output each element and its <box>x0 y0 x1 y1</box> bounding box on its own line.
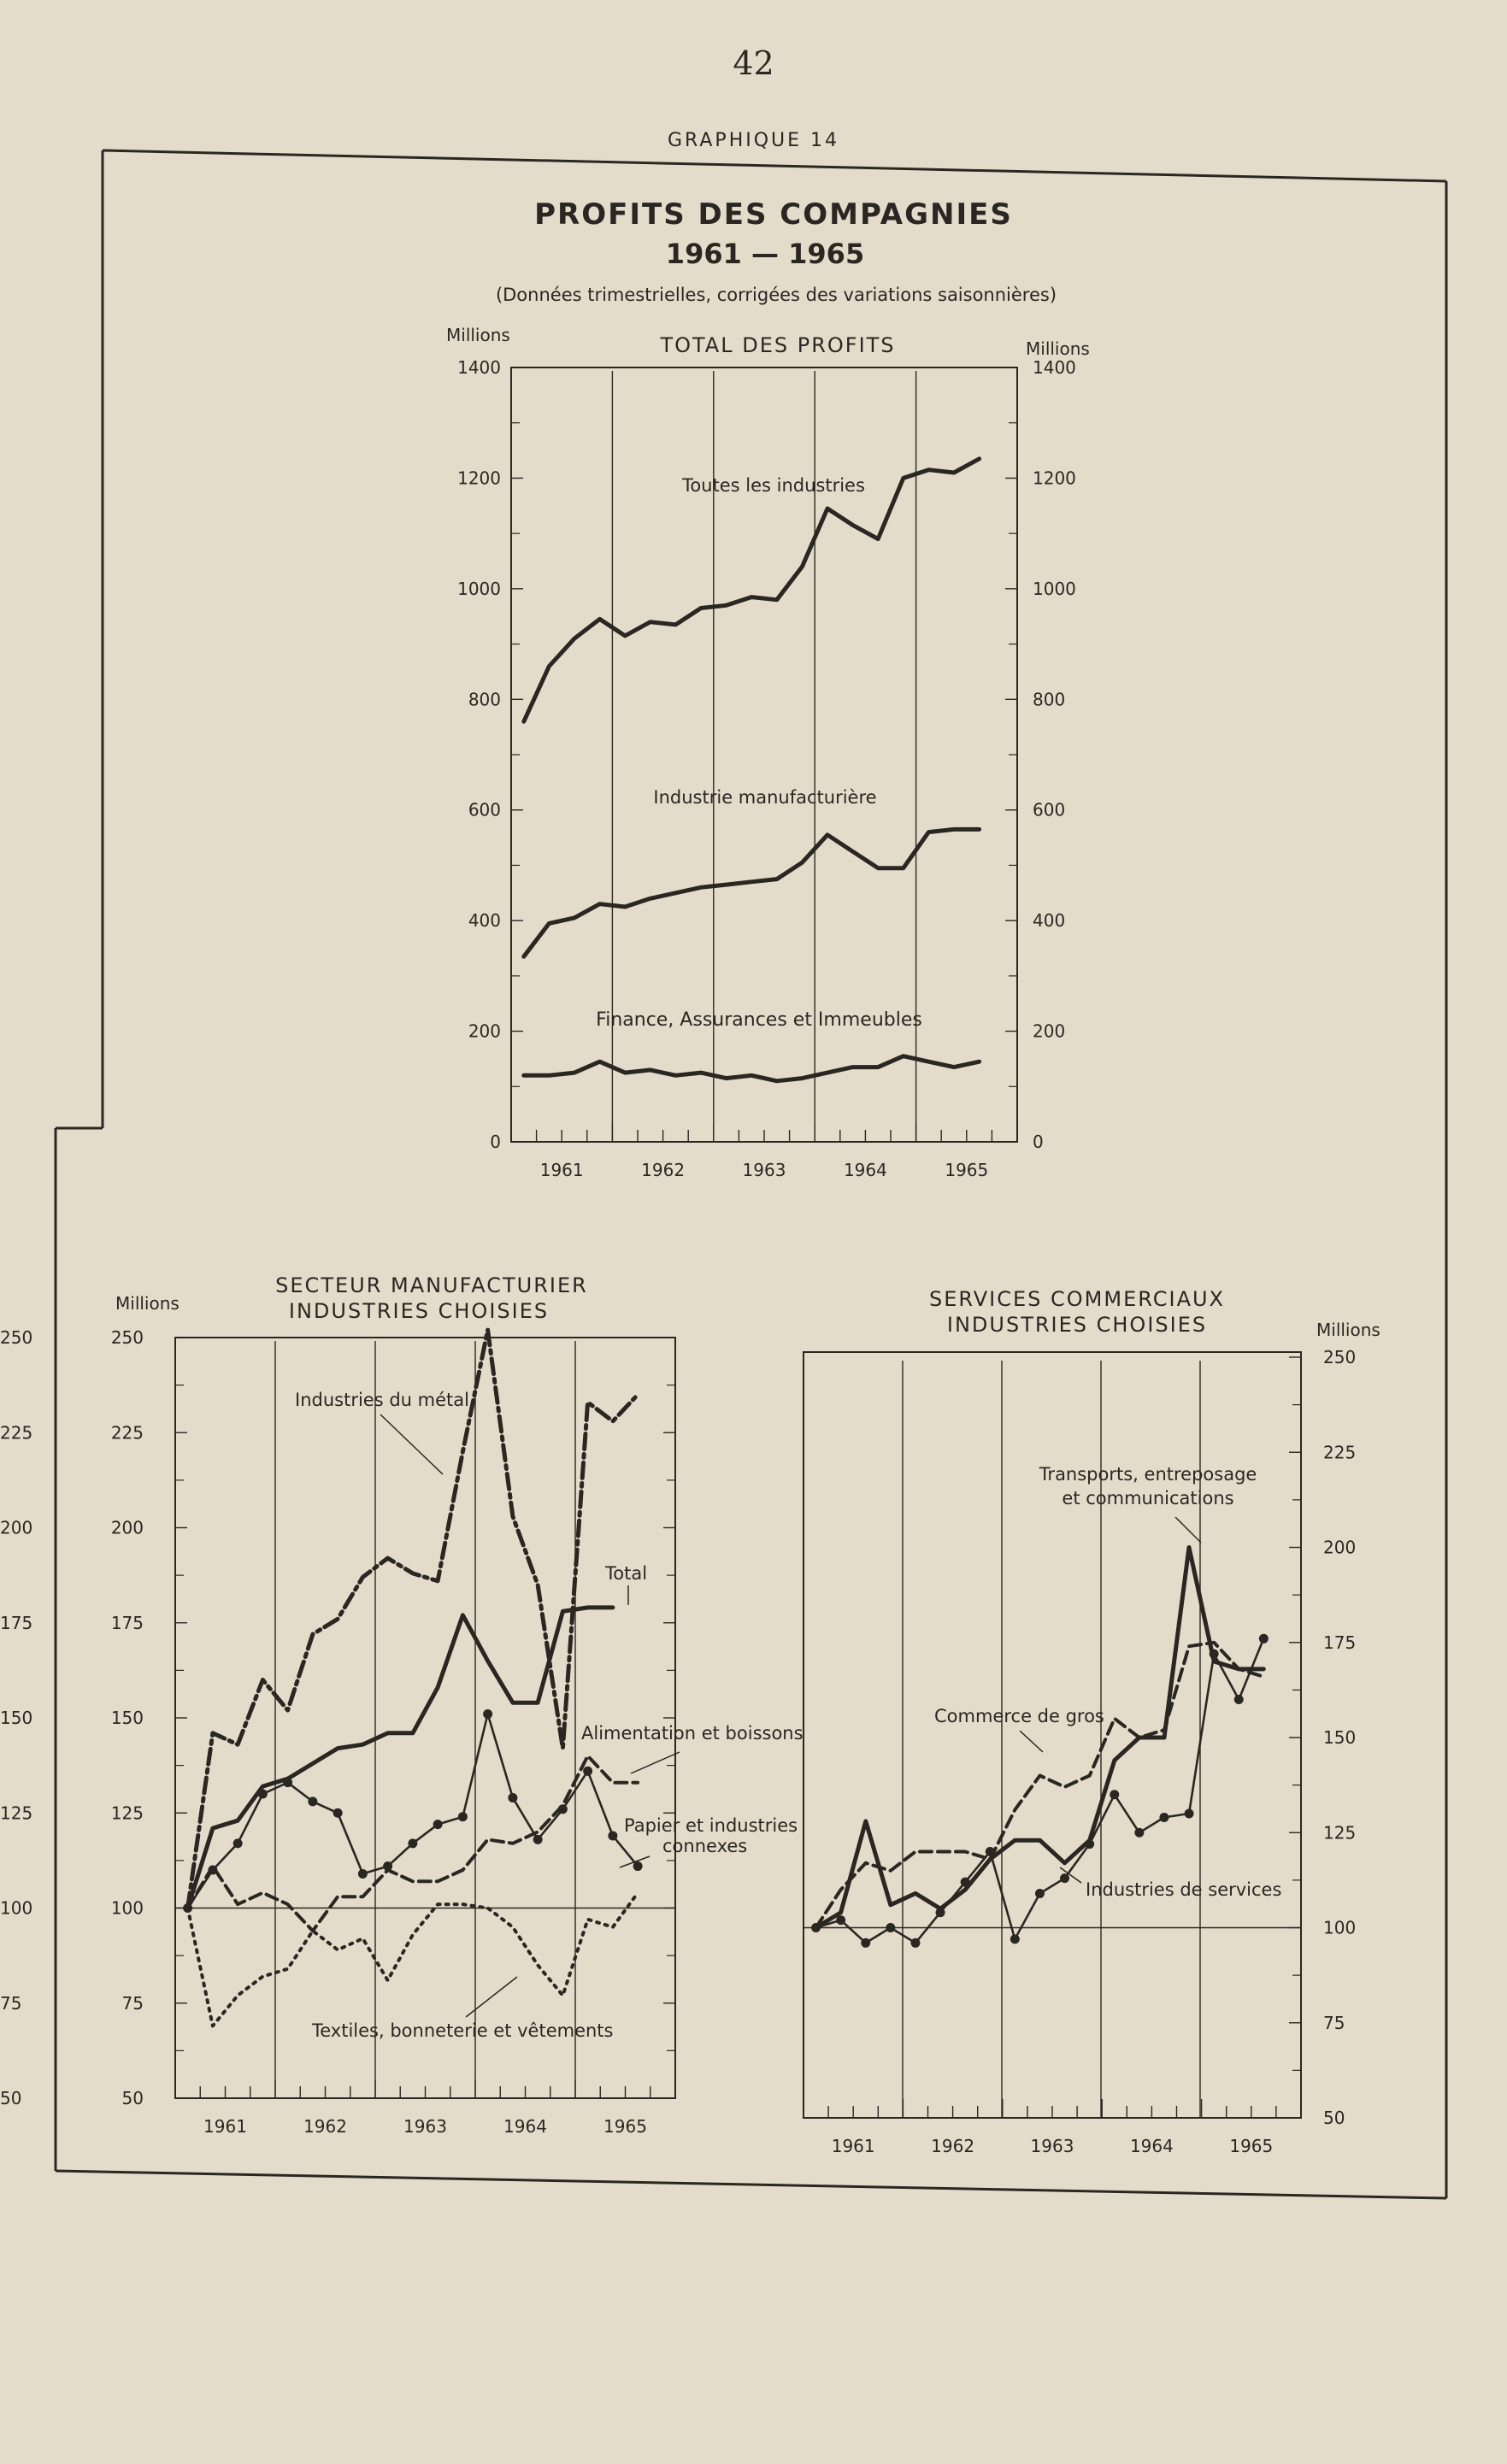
x-tick-label: 1964 <box>843 1160 887 1180</box>
x-tick-label: 1961 <box>539 1160 584 1180</box>
series-point <box>1159 1813 1169 1822</box>
svc-subtitle: INDUSTRIES CHOISIES <box>946 1313 1208 1337</box>
series-point <box>458 1812 468 1821</box>
series-line-1-4 <box>188 1893 639 2026</box>
series-line-1-0 <box>188 1330 639 1908</box>
series-point <box>633 1861 643 1871</box>
y-tick-label-right: 75 <box>1323 2012 1345 2033</box>
chart-subtitle: 1961 — 1965 <box>665 238 865 270</box>
series-point <box>1134 1828 1144 1838</box>
series-point <box>433 1820 443 1829</box>
y-tick-label-right: 225 <box>0 1422 33 1444</box>
label-transports-2: et communications <box>1062 1488 1234 1508</box>
mfg-subtitle: INDUSTRIES CHOISIES <box>288 1299 550 1323</box>
y-tick-label-left: 250 <box>110 1327 144 1348</box>
series-point <box>208 1866 217 1875</box>
y-tick-label-left: 125 <box>110 1802 144 1824</box>
series-line-0-0 <box>524 459 980 721</box>
y-tick-label-right: 1000 <box>1033 578 1076 599</box>
series-point <box>358 1869 368 1879</box>
y-tick-label-right: 175 <box>1323 1632 1357 1653</box>
label-manufacturiere: Industrie manufacturière <box>653 787 877 808</box>
series-point <box>811 1923 821 1932</box>
mfg-ylabel: Millions <box>115 1293 180 1314</box>
x-tick-label: 1963 <box>742 1160 786 1180</box>
y-tick-label-left: 50 <box>121 2088 144 2108</box>
label-textiles: Textiles, bonneterie et vêtements <box>312 2020 614 2041</box>
series-line-2-0 <box>816 1548 1264 1928</box>
series-point <box>558 1804 568 1814</box>
top-ylabel-right: Millions <box>1026 338 1090 359</box>
series-point <box>233 1838 243 1848</box>
x-tick-label: 1961 <box>831 2136 875 2156</box>
y-tick-label-right: 100 <box>1323 1917 1357 1938</box>
y-tick-label-right: 200 <box>1033 1020 1066 1042</box>
series-point <box>910 1938 920 1948</box>
y-tick-label-left: 175 <box>110 1612 144 1633</box>
label-total: Total <box>605 1563 648 1584</box>
series-point <box>1185 1809 1194 1819</box>
y-tick-label-right: 1400 <box>1033 357 1076 378</box>
y-tick-label-left: 1200 <box>457 468 501 489</box>
series-point <box>508 1793 517 1802</box>
series-point <box>861 1938 870 1948</box>
y-tick-label-right: 200 <box>1323 1537 1357 1558</box>
chart-note: (Données trimestrielles, corrigées des variations saisonnières) <box>495 285 1057 305</box>
y-tick-label-left: 800 <box>468 689 501 710</box>
chart-title: PROFITS DES COMPAGNIES <box>534 197 1013 232</box>
series-line-0-1 <box>524 829 980 956</box>
x-tick-label: 1963 <box>1030 2136 1074 2156</box>
y-tick-label-right: 75 <box>0 1992 22 2014</box>
x-tick-label: 1961 <box>203 2116 247 2137</box>
series-point <box>258 1790 268 1799</box>
y-tick-label-right: 150 <box>0 1708 33 1728</box>
y-tick-label-right: 0 <box>1033 1132 1044 1152</box>
y-tick-label-right: 600 <box>1033 799 1066 820</box>
y-tick-label-left: 1400 <box>457 357 501 378</box>
figure-label: GRAPHIQUE 14 <box>667 130 840 151</box>
y-tick-label-right: 250 <box>0 1327 33 1348</box>
y-tick-label-left: 225 <box>110 1422 144 1444</box>
x-tick-label: 1964 <box>503 2116 547 2137</box>
y-tick-label-left: 0 <box>490 1132 501 1152</box>
series-point <box>1210 1650 1219 1659</box>
series-point <box>886 1923 895 1932</box>
series-point <box>333 1808 343 1818</box>
series-point <box>1234 1695 1244 1704</box>
y-tick-label-left: 200 <box>110 1517 144 1538</box>
series-line-1-3 <box>188 1714 639 1908</box>
x-tick-label: 1964 <box>1129 2136 1174 2156</box>
series-point <box>936 1908 945 1917</box>
label-transports-1: Transports, entreposage <box>1039 1464 1257 1485</box>
y-tick-label-left: 400 <box>468 910 501 932</box>
svc-ylabel: Millions <box>1316 1320 1380 1340</box>
label-commerce: Commerce de gros <box>934 1706 1104 1726</box>
series-point <box>383 1861 392 1871</box>
y-tick-label-right: 800 <box>1033 689 1066 710</box>
series-point <box>483 1709 492 1719</box>
series-annotations <box>295 475 1281 2041</box>
y-tick-label-right: 400 <box>1033 910 1066 932</box>
y-tick-label-right: 125 <box>0 1802 33 1824</box>
top-ylabel-left: Millions <box>446 325 510 345</box>
series-point <box>308 1797 317 1806</box>
series-point <box>961 1878 970 1887</box>
y-tick-label-right: 1200 <box>1033 468 1076 489</box>
series-point <box>986 1847 995 1856</box>
x-tick-label: 1965 <box>945 1160 989 1180</box>
y-tick-label-left: 150 <box>110 1708 144 1728</box>
label-alimentation: Alimentation et boissons <box>581 1723 804 1744</box>
y-tick-label-left: 200 <box>468 1020 501 1042</box>
label-finance: Finance, Assurances et Immeubles <box>596 1009 922 1031</box>
y-tick-label-right: 100 <box>0 1897 33 1919</box>
y-tick-label-right: 50 <box>0 2088 22 2108</box>
label-papier-2: connexes <box>662 1836 748 1856</box>
x-tick-label: 1962 <box>931 2136 975 2156</box>
y-tick-label-left: 1000 <box>457 578 501 599</box>
y-tick-label-left: 75 <box>121 1992 144 2014</box>
series-point <box>283 1778 292 1787</box>
y-tick-label-right: 125 <box>1323 1822 1357 1844</box>
series-point <box>533 1835 543 1844</box>
series-point <box>608 1831 617 1840</box>
label-metal: Industries du métal <box>295 1390 469 1410</box>
series-point <box>1085 1839 1094 1849</box>
top-panel-title: TOTAL DES PROFITS <box>660 333 896 357</box>
x-tick-label: 1962 <box>303 2116 347 2137</box>
x-tick-label: 1963 <box>403 2116 447 2137</box>
y-tick-label-right: 225 <box>1323 1442 1357 1463</box>
series-line-0-2 <box>524 1056 980 1081</box>
y-tick-label-right: 150 <box>1323 1727 1357 1748</box>
label-papier-1: Papier et industries <box>624 1815 798 1836</box>
mfg-title: SECTEUR MANUFACTURIER <box>275 1273 588 1297</box>
series-point <box>1259 1634 1269 1644</box>
series-point <box>583 1767 592 1776</box>
series-point <box>1010 1934 1020 1944</box>
y-tick-label-left: 100 <box>110 1897 144 1919</box>
mfg-panel <box>0 1327 675 2137</box>
y-tick-label-right: 175 <box>0 1612 33 1633</box>
label-services: Industries de services <box>1086 1879 1282 1900</box>
series-point <box>836 1915 845 1925</box>
series-point <box>408 1838 417 1848</box>
series-point <box>1060 1873 1069 1883</box>
svc-title: SERVICES COMMERCIAUX <box>928 1287 1226 1311</box>
page-number: 42 <box>733 44 774 82</box>
x-tick-label: 1965 <box>603 2116 647 2137</box>
x-tick-label: 1965 <box>1229 2136 1274 2156</box>
series-point <box>1035 1889 1045 1898</box>
y-tick-label-right: 250 <box>1323 1347 1357 1367</box>
x-tick-label: 1962 <box>641 1160 686 1180</box>
y-tick-label-left: 600 <box>468 799 501 820</box>
y-tick-label-right: 50 <box>1323 2108 1345 2128</box>
y-tick-label-right: 200 <box>0 1517 33 1538</box>
series-point <box>1110 1790 1119 1799</box>
label-toutes: Toutes les industries <box>682 475 865 496</box>
